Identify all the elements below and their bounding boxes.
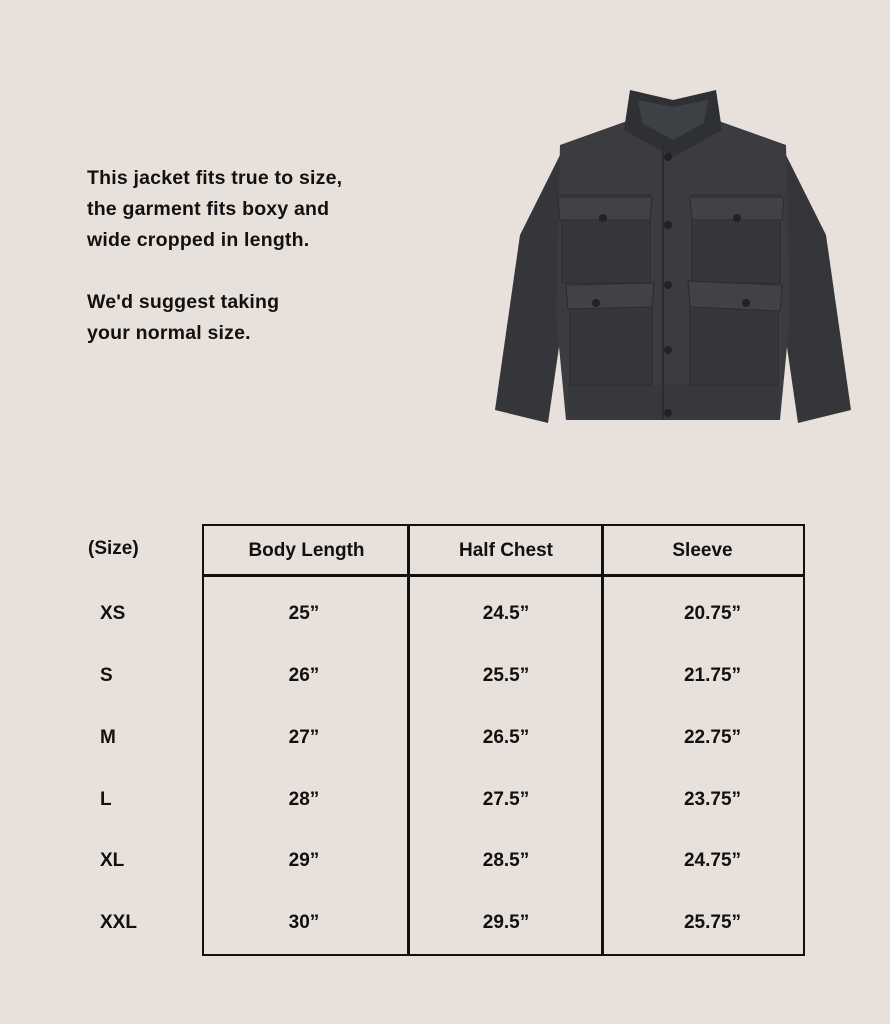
cell-sleeve: 25.75” (683, 912, 742, 933)
cell-half-chest: 26.5” (482, 727, 530, 748)
jacket-image (490, 85, 856, 430)
cell-body-length: 27” (288, 727, 320, 748)
size-label-xxl: XXL (100, 912, 137, 933)
cell-body-length: 30” (288, 912, 320, 933)
size-label-xs: XS (100, 603, 126, 624)
fit-description (87, 163, 342, 349)
cell-sleeve: 24.75” (683, 850, 742, 871)
fit-paragraph-1: This jacket fits true to size, the garment fits boxy and wide cropped in length. (87, 167, 343, 251)
size-label-l: L (100, 789, 112, 810)
size-label-m: M (100, 727, 116, 748)
cell-body-length: 29” (288, 850, 320, 871)
size-label-xl: XL (100, 850, 125, 871)
cell-sleeve: 21.75” (683, 665, 742, 686)
cell-half-chest: 27.5” (482, 789, 530, 810)
header-half-chest: Half Chest (459, 540, 553, 561)
size-label-s: S (100, 665, 113, 686)
cell-half-chest: 25.5” (482, 665, 530, 686)
cell-body-length: 26” (288, 665, 320, 686)
header-sleeve: Sleeve (672, 540, 733, 561)
header-body-length: Body Length (248, 540, 365, 561)
cell-half-chest: 28.5” (482, 850, 530, 871)
fit-paragraph-2: We'd suggest taking your normal size. (87, 291, 280, 344)
size-column-header: (Size) (88, 538, 139, 559)
cell-half-chest: 29.5” (482, 912, 530, 933)
cell-half-chest: 24.5” (482, 603, 530, 624)
cell-sleeve: 23.75” (683, 789, 742, 810)
cell-body-length: 28” (288, 789, 320, 810)
cell-sleeve: 22.75” (683, 727, 742, 748)
cell-body-length: 25” (288, 603, 320, 624)
size-chart-table (202, 524, 805, 956)
cell-sleeve: 20.75” (683, 603, 742, 624)
